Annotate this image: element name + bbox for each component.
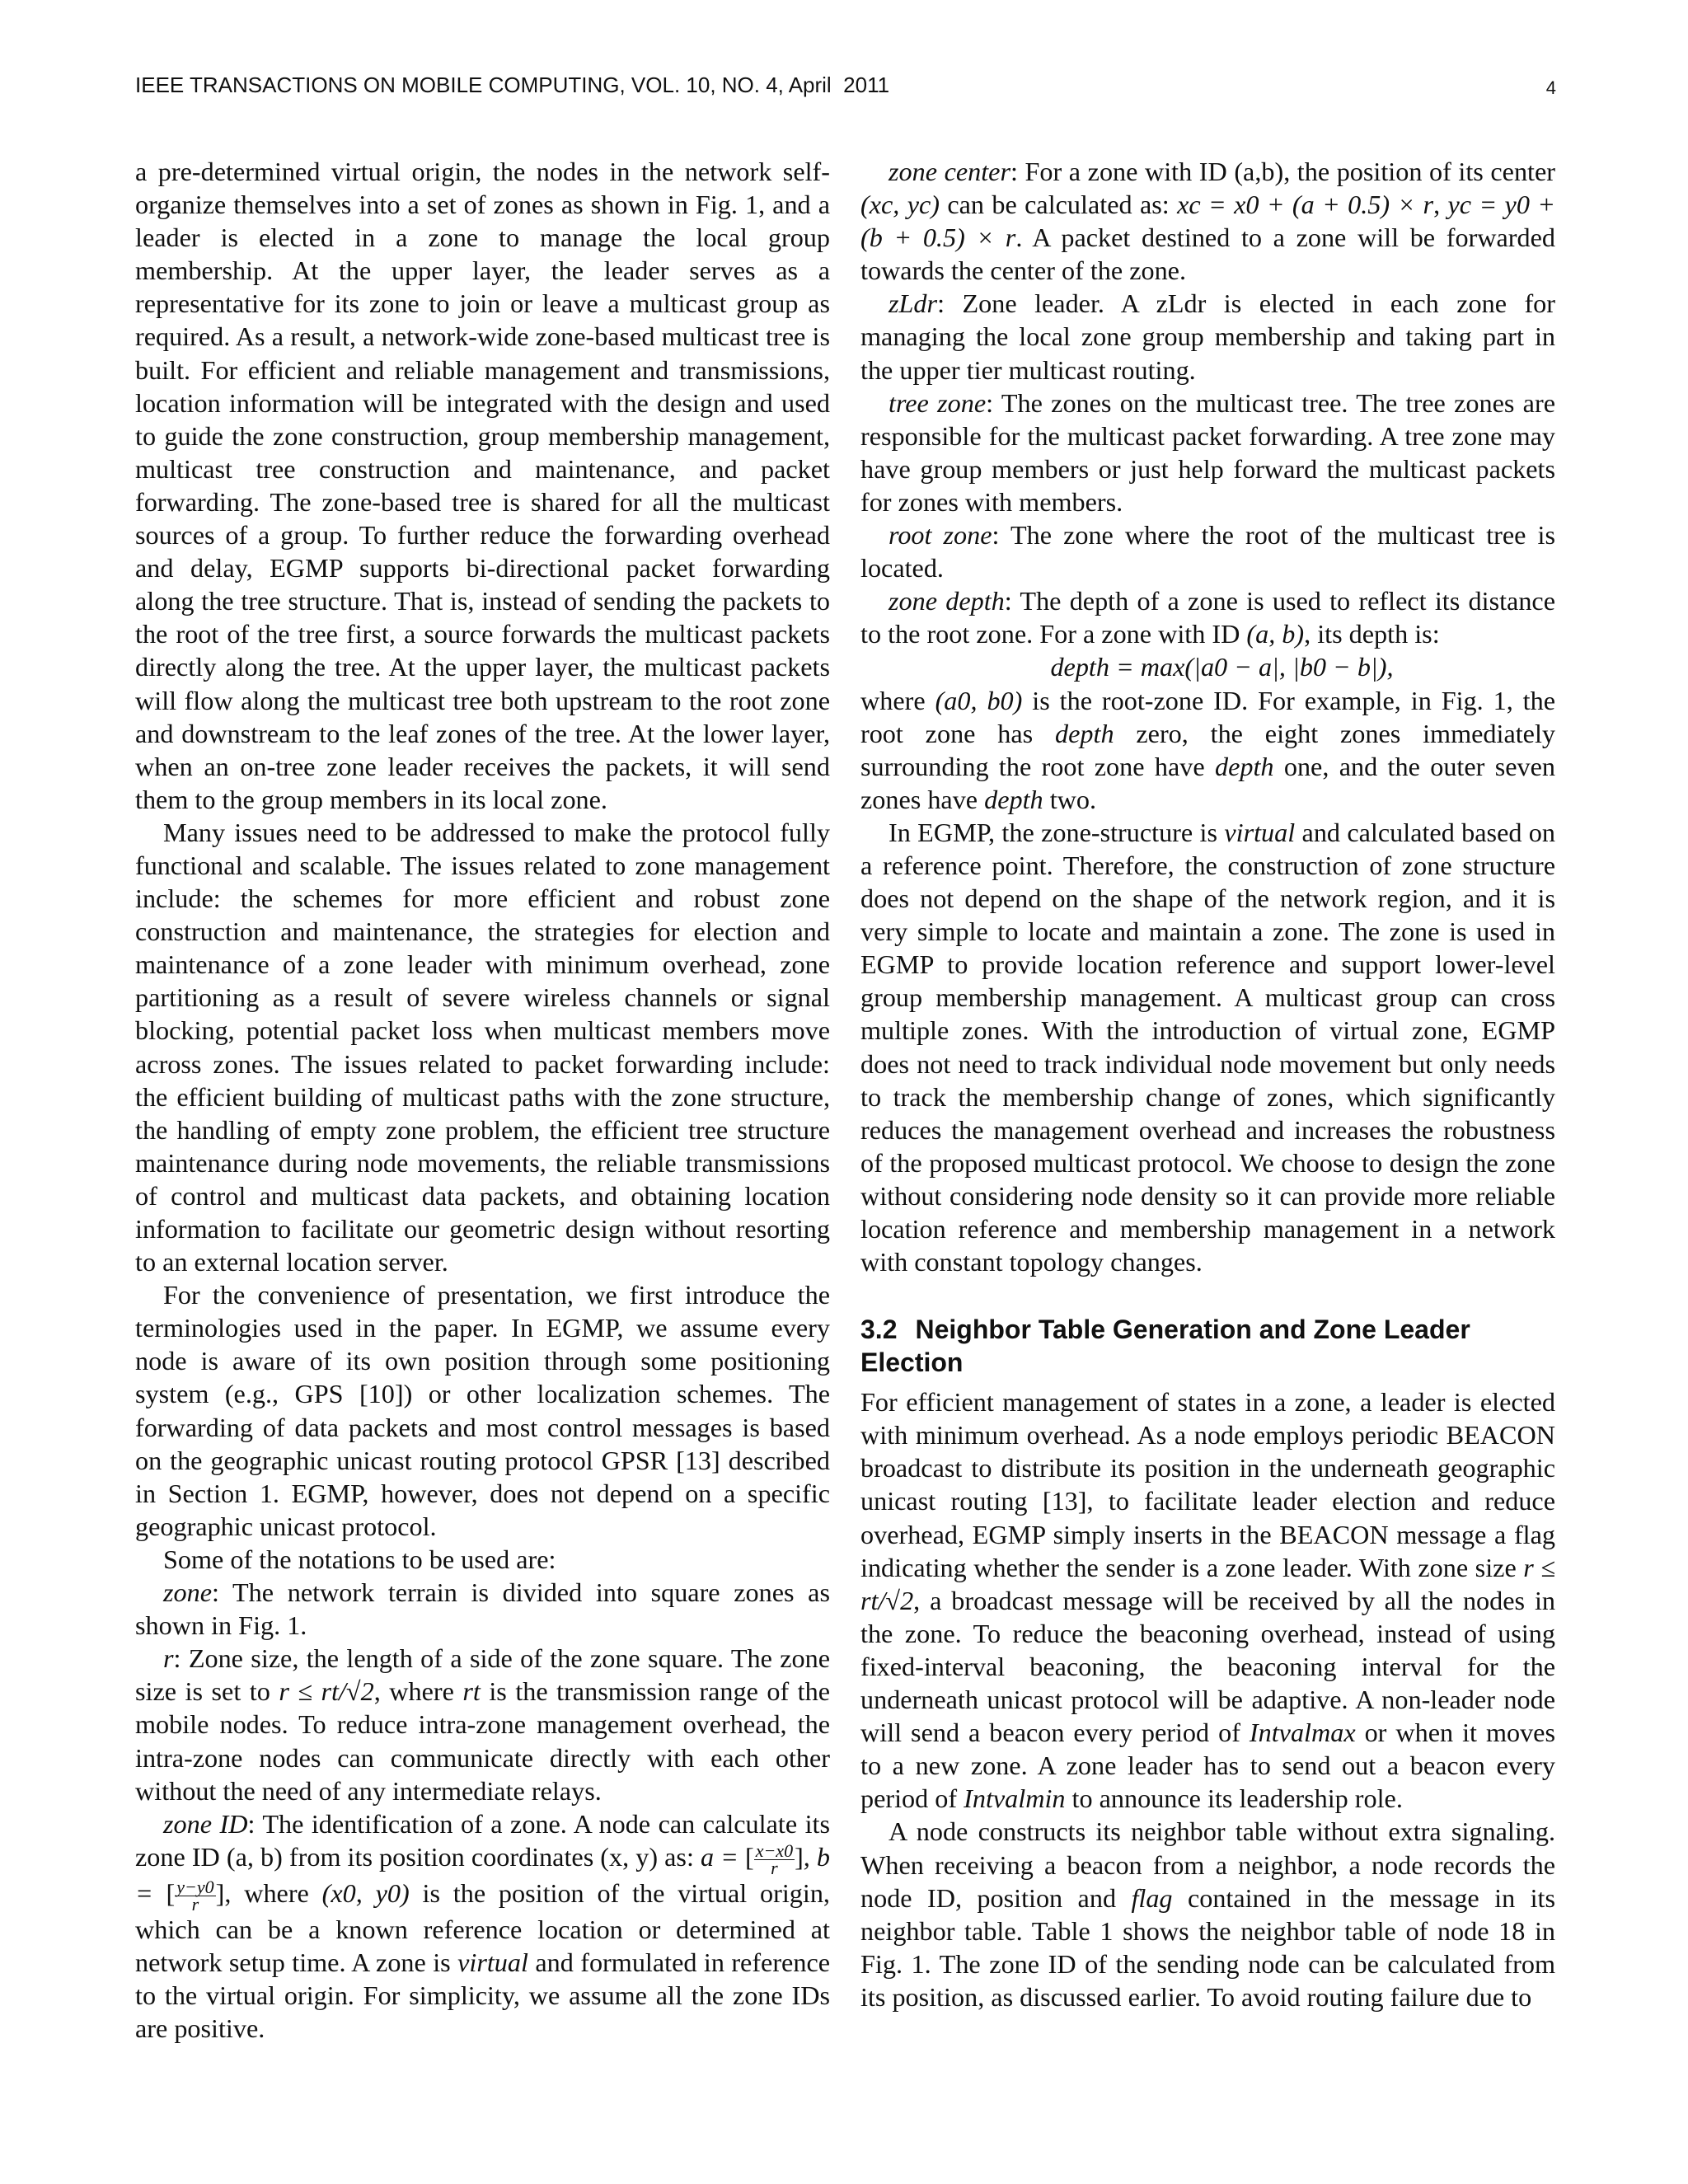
math-inline: r ≤ rt/√2 <box>279 1676 374 1707</box>
term: zLdr <box>889 288 938 319</box>
section-number: 3.2 <box>860 1315 898 1345</box>
term: zone ID <box>163 1808 248 1839</box>
term: tree zone <box>889 387 987 418</box>
definition-zone-center: zone center: For a zone with ID (a,b), the position of its center (xc, yc) can be calculated as: xc = x0 + (a + 0.5) × r, yc = y0 + (b + 0.5) × r. A packet destined to a zone will be forwarded towards the center of the zone. <box>860 157 1555 286</box>
fraction: $\frac{y-y0}{r}$ <box>176 1877 214 1915</box>
journal-title: IEEE TRANSACTIONS ON MOBILE COMPUTING, VOL. 10, NO. 4, April 2011 <box>135 73 890 97</box>
section-heading <box>860 1313 1555 1379</box>
definition-zone: zone: The network terrain is divided into square zones as shown in Fig. 1. <box>135 1577 830 1641</box>
fraction: $\frac{x-x0}{r}$ <box>755 1840 794 1878</box>
paragraph: Many issues need to be addressed to make the protocol fully functional and scalable. The issues related to zone management include: the schemes for more efficient and robust zone construction and maintenance, the strategies for election and maintenance of a zone leader with minimum overhead, zone partitioning as a result of severe wireless channels or signal blocking, potential packet loss when multicast members move across zones. The issues related to packet forwarding include: the efficient building of multicast paths with the zone structure, the handling of empty zone problem, the efficient tree structure maintenance during node movements, the reliable transmissions of control and multicast data packets, and obtaining location information to facilitate our geometric design without resorting to an external location server. <box>135 817 830 1277</box>
paragraph: Some of the notations to be used are: <box>163 1544 556 1574</box>
definition-root-zone: root zone: The zone where the root of the multicast tree is located. <box>860 520 1555 583</box>
paragraph: In EGMP, the zone-structure is virtual and calculated based on a reference point. Therefore, the construction of zone structure does not depend on the shape of the network region, and it is very simple to locate and maintain a zone. The zone is used in EGMP to provide location reference and support lower-level group membership management. A multicast group can cross multiple zones. With the introduction of virtual zone, EGMP does not need to track individual node movement but only needs to track the membership change of zones, which significantly reduces the management overhead and increases the robustness of the proposed multicast protocol. We choose to design the zone without considering node density so it can provide more reliable location reference and membership management in a network with constant topology changes. <box>860 817 1555 1277</box>
section-title: Neighbor Table Generation and Zone Leader Election <box>860 1315 1470 1378</box>
depth-equation: depth = max(|a0 − a|, |b0 − b|), <box>1050 652 1394 682</box>
term: r <box>163 1643 174 1674</box>
definition-zone-depth: zone depth: The depth of a zone is used to reflect its distance to the root zone. For a zone with ID (a, b), its depth is: <box>860 586 1555 649</box>
definition-zone-id: zone ID: The identification of a zone. A node can calculate its zone ID (a, b) from its position coordinates (x, y) as: a = [ $\frac{x-x0}{r}$ ], b = [ $\frac{y-y0}{r}$ ], where (x0, y0) is the position of the virtual origin, which can be a known reference location or determined at network setup time. A zone is virtual and formulated in reference to the virtual origin. For simplicity, we assume all the zone IDs are positive. <box>135 1808 831 2044</box>
running-header <box>135 73 1556 105</box>
definition-zldr: zLdr: Zone leader. A zLdr is elected in each zone for managing the local zone group membership and taking part in the upper tier multicast routing. <box>860 288 1555 385</box>
term: zone center <box>889 157 1010 186</box>
paragraph: A node constructs its neighbor table without extra signaling. When receiving a beacon from a neighbor, a node records the node ID, position and flag contained in the message in its neighbor table. Table 1 shows the neighbor table of node 18 in Fig. 1. The zone ID of the sending node can be calculated from its position, as discussed earlier. To avoid routing failure due to <box>860 1816 1556 2012</box>
page-number: 4 <box>1545 77 1556 98</box>
right-column <box>860 155 1555 2013</box>
definition-tree-zone: tree zone: The zones on the multicast tree. The tree zones are responsible for the multicast packet forwarding. A tree zone may have group members or just help forward the multicast packets for zones with members. <box>860 387 1555 517</box>
left-column <box>135 155 830 2045</box>
term: zone depth <box>889 586 1005 616</box>
definition-r: r: Zone size, the length of a side of the zone square. The zone size is set to r ≤ rt/√2, where rt is the transmission range of the mobile nodes. To reduce intra-zone management overhead, the intra-zone nodes can communicate directly with each other without the need of any intermediate relays. <box>135 1643 830 1806</box>
term: zone <box>163 1577 212 1608</box>
paragraph: where (a0, b0) is the root-zone ID. For example, in Fig. 1, the root zone has depth zero, the eight zones immediately surrounding the root zone have depth one, and the outer seven zones have depth two. <box>860 685 1556 814</box>
paragraph: a pre-determined virtual origin, the nodes in the network self-organize themselves into a set of zones as shown in Fig. 1, and a leader is elected in a zone to manage the local group membership. At the upper layer, the leader serves as a representative for its zone to join or leave a multicast group as required. As a result, a network-wide zone-based multicast tree is built. For efficient and reliable management and transmissions, location information will be integrated with the design and used to guide the zone construction, group membership management, multicast tree construction and maintenance, and packet forwarding. The zone-based tree is shared for all the multicast sources of a group. To further reduce the forwarding overhead and delay, EGMP supports bi-directional packet forwarding along the tree structure. That is, instead of sending the packets to the root of the tree first, a source forwards the multicast packets directly along the tree. At the upper layer, the multicast packets will flow along the multicast tree both upstream to the root zone and downstream to the leaf zones of the tree. At the lower layer, when an on-tree zone leader receives the packets, it will send them to the group members in its local zone. <box>135 157 830 814</box>
paragraph: For efficient management of states in a zone, a leader is elected with minimum overhead. As a node employs periodic BEACON broadcast to distribute its position in the underneath geographic unicast routing [13], to facilitate leader election and reduce overhead, EGMP simply inserts in the BEACON message a flag indicating whether the sender is a zone leader. With zone size r ≤ rt/√2, a broadcast message will be received by all the nodes in the zone. To reduce the beaconing overhead, instead of using fixed-interval beaconing, the beaconing interval for the underneath unicast protocol will be adaptive. A non-leader node will send a beacon every period of Intvalmax or when it moves to a new zone. A zone leader has to send out a beacon every period of Intvalmin to announce its leadership role. <box>860 1387 1555 1814</box>
term: root zone <box>889 520 992 551</box>
math-inline: rt <box>462 1676 481 1707</box>
math-inline: (x0, y0) <box>321 1877 410 1908</box>
paragraph: For the convenience of presentation, we first introduce the terminologies used in the paper. In EGMP, we assume every node is aware of its own position through some positioning system (e.g., GPS [10]) or other localization schemes. The forwarding of data packets and most control messages is based on the geographic unicast routing protocol GPSR [13] described in Section 1. EGMP, however, does not depend on a specific geographic unicast protocol. <box>135 1280 830 1541</box>
